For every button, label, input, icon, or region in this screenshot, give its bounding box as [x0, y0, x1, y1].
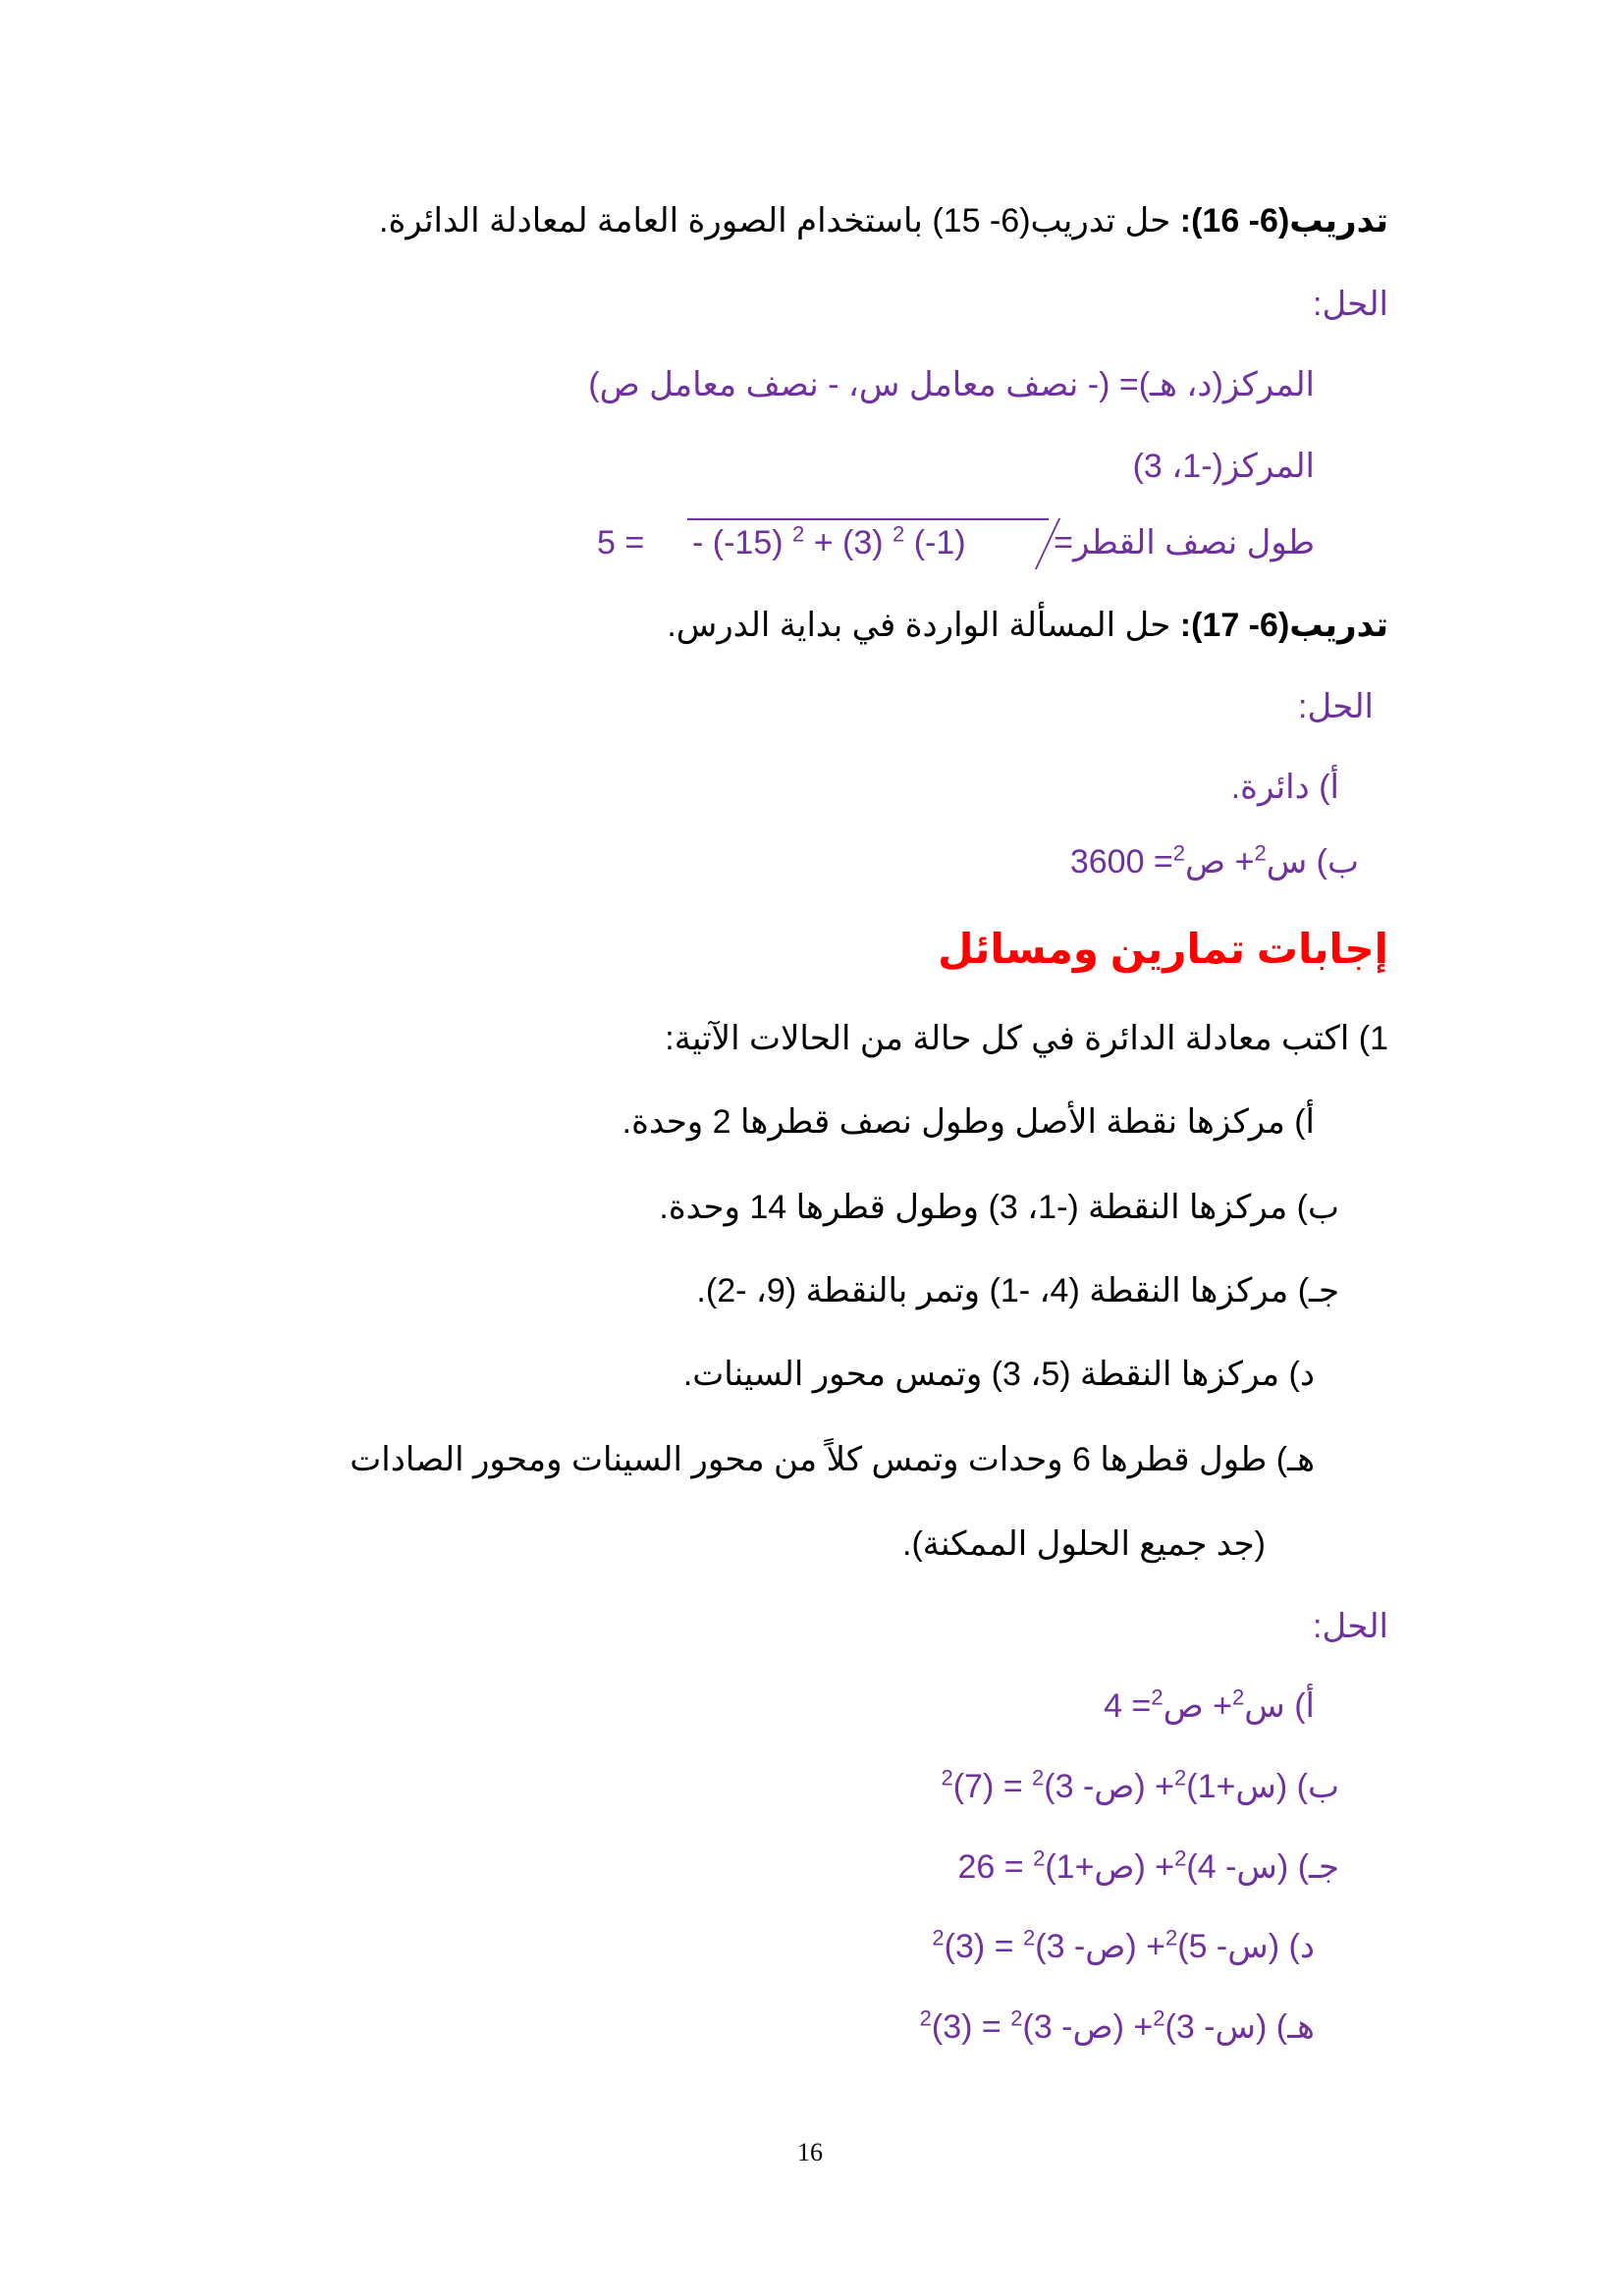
- answer-e-part2: + (ص- 3): [1022, 2008, 1154, 2046]
- answer-b: [941, 1767, 1339, 1807]
- answer-e-part1: هـ) (س- 3): [1164, 2008, 1315, 2046]
- answer-d-part2: + (ص- 3): [1035, 1928, 1165, 1965]
- answer-a-part1: أ) س: [1244, 1687, 1315, 1725]
- answer-e-part3: = (3): [931, 2008, 1011, 2046]
- answer-d: [932, 1927, 1315, 1967]
- answer-d-exp3: 2: [932, 1925, 945, 1950]
- answer-a: [1104, 1686, 1315, 1727]
- answer-b-part3: = (7): [952, 1768, 1033, 1805]
- solution-label-3: الحل:: [1313, 1608, 1388, 1645]
- radius-radicand: [692, 523, 966, 563]
- answer-c-part3: = 26: [957, 1848, 1034, 1886]
- solution-label-2: الحل:: [1298, 688, 1374, 725]
- exercise-16-label: تدريب(6- 16):: [1179, 202, 1388, 240]
- ans17b-exp1: 2: [1254, 840, 1267, 866]
- answer-b-part2: + (ص- 3): [1044, 1768, 1175, 1805]
- answer-c-exp1: 2: [1174, 1845, 1187, 1871]
- radicand-term-1: (-1): [913, 524, 966, 561]
- exercise-17-label: تدريب(6- 17):: [1179, 607, 1388, 644]
- radicand-term-3: - (-15): [692, 524, 784, 561]
- exercise-17: [667, 606, 1388, 646]
- radius-prefix: طول نصف القطر=: [1054, 524, 1315, 561]
- radius-result: 5 =: [597, 524, 645, 561]
- center-value: المركز(-1، 3): [1132, 448, 1315, 485]
- radicand-exp-2: 2: [792, 521, 805, 547]
- answer-e-exp3: 2: [919, 2005, 932, 2031]
- answer-b-part1: ب) (س+1): [1186, 1768, 1339, 1805]
- center-formula: المركز(د، هـ)= (- نصف معامل س، - نصف معامل ص): [588, 366, 1315, 403]
- answer-a-part2: + ص: [1163, 1687, 1233, 1725]
- answer-d-part3: = (3): [944, 1928, 1023, 1965]
- radicand-exp-1: 2: [893, 521, 905, 547]
- ans17b-y: + ص: [1185, 843, 1255, 881]
- answer-c-exp2: 2: [1033, 1845, 1046, 1871]
- question-1-e-line1: هـ) طول قطرها 6 وحدات وتمس كلاً من محور السينات ومحور الصادات: [350, 1441, 1315, 1478]
- ans17b-x: ب) س: [1266, 843, 1359, 881]
- answer-a-part3: = 4: [1104, 1687, 1152, 1725]
- exercise-17-text: حل المسألة الواردة في بداية الدرس.: [667, 607, 1180, 644]
- question-1-e-line2: (جد جميع الحلول الممكنة).: [902, 1525, 1266, 1563]
- answer-17-a: أ) دائرة.: [1230, 769, 1339, 806]
- question-1-a: أ) مركزها نقطة الأصل وطول نصف قطرها 2 وحدة.: [622, 1103, 1315, 1141]
- question-1-b: ب) مركزها النقطة (-1، 3) وطول قطرها 14 وحدة.: [659, 1189, 1339, 1226]
- ans17b-rhs: = 3600: [1069, 843, 1173, 881]
- answer-d-part1: د) (س- 5): [1177, 1928, 1315, 1965]
- radicand-term-2: + (3): [813, 524, 884, 561]
- answer-a-exp1: 2: [1232, 1684, 1245, 1710]
- answer-b-exp3: 2: [941, 1765, 953, 1790]
- ans17b-exp2: 2: [1172, 840, 1186, 866]
- answer-c-part2: + (ص+1): [1045, 1848, 1175, 1886]
- answer-d-exp1: 2: [1164, 1925, 1178, 1950]
- answer-b-exp1: 2: [1174, 1765, 1187, 1790]
- page-number: 16: [797, 2138, 823, 2166]
- solution-label-1: الحل:: [1313, 286, 1388, 323]
- sqrt-symbol-bar: [687, 518, 1049, 520]
- answer-b-exp2: 2: [1032, 1765, 1045, 1790]
- question-1-d: د) مركزها النقطة (5، 3) وتمس محور السينات.: [682, 1356, 1315, 1393]
- question-1-stem: 1) اكتب معادلة الدائرة في كل حالة من الحالات الآتية:: [665, 1020, 1388, 1057]
- answer-c-part1: جـ) (س- 4): [1186, 1848, 1339, 1886]
- question-1-c: جـ) مركزها النقطة (4، -1) وتمر بالنقطة (9، -2).: [696, 1272, 1339, 1309]
- answer-e: [920, 2007, 1315, 2048]
- answer-17-b: [1070, 842, 1359, 882]
- answer-e-exp2: 2: [1010, 2005, 1023, 2031]
- exercise-16: [379, 201, 1388, 241]
- exercise-16-text: حل تدريب(6- 15) باستخدام الصورة العامة لمعادلة الدائرة.: [379, 202, 1180, 240]
- section-heading: إجابات تمارين ومسائل: [938, 926, 1388, 972]
- answer-a-exp2: 2: [1151, 1684, 1164, 1710]
- answer-d-exp2: 2: [1022, 1925, 1036, 1950]
- answer-c: [957, 1847, 1339, 1888]
- answer-e-exp1: 2: [1153, 2005, 1165, 2031]
